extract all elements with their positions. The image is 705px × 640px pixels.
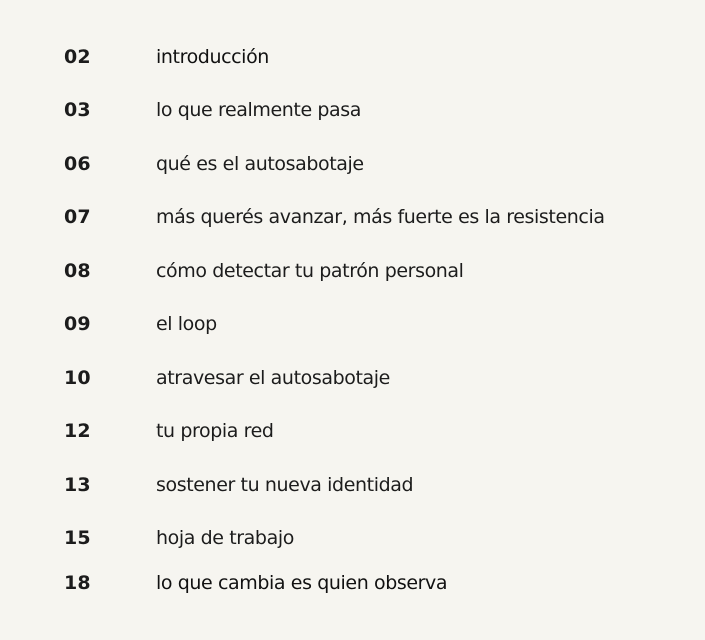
toc-entry[interactable] xyxy=(0,470,705,500)
toc-page-number: 03 xyxy=(64,99,91,121)
toc-page-number: 15 xyxy=(64,527,91,549)
toc-page-number: 10 xyxy=(64,367,91,389)
toc-page-number: 08 xyxy=(64,260,91,282)
toc-page-number: 18 xyxy=(64,572,91,594)
toc-entry-title: hoja de trabajo xyxy=(156,527,294,549)
toc-page-number: 07 xyxy=(64,206,91,228)
toc-entry[interactable] xyxy=(0,363,705,393)
toc-entry-title: tu propia red xyxy=(156,420,274,442)
toc-entry[interactable] xyxy=(0,149,705,179)
toc-entry[interactable] xyxy=(0,256,705,286)
toc-entry-title: atravesar el autosabotaje xyxy=(156,367,390,389)
toc-entry-title: más querés avanzar, más fuerte es la resistencia xyxy=(156,206,605,228)
toc-page-number: 02 xyxy=(64,46,91,68)
toc-entry-title: cómo detectar tu patrón personal xyxy=(156,260,464,282)
toc-entry[interactable] xyxy=(0,568,705,598)
toc-entry-title: el loop xyxy=(156,313,217,335)
toc-page-number: 13 xyxy=(64,474,91,496)
toc-page-number: 06 xyxy=(64,153,91,175)
toc-entry[interactable] xyxy=(0,95,705,125)
toc-entry-title: introducción xyxy=(156,46,269,68)
toc-entry-title: lo que realmente pasa xyxy=(156,99,362,121)
toc-entry[interactable] xyxy=(0,523,705,553)
toc-entry-title: qué es el autosabotaje xyxy=(156,153,364,175)
toc-entry[interactable] xyxy=(0,416,705,446)
toc-entry-title: sostener tu nueva identidad xyxy=(156,474,414,496)
toc-entry-title: lo que cambia es quien observa xyxy=(156,572,448,594)
toc-entry[interactable] xyxy=(0,202,705,232)
toc-entry[interactable] xyxy=(0,42,705,72)
toc-entry[interactable] xyxy=(0,309,705,339)
toc-page-number: 09 xyxy=(64,313,91,335)
toc-page-number: 12 xyxy=(64,420,91,442)
